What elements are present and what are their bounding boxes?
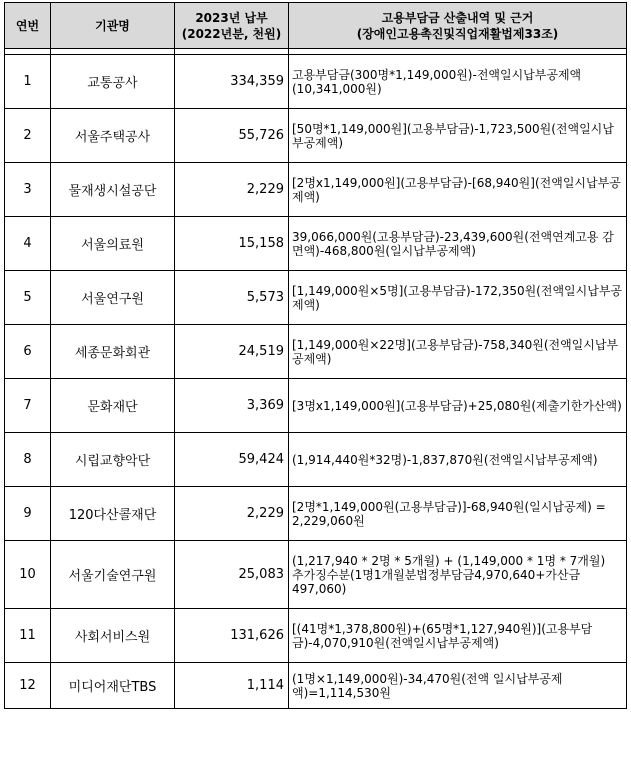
row-basis: [50명*1,149,000원](고용부담금)-1,723,500원(전액일시납부공제액) [289,109,627,163]
row-basis: [3명x1,149,000원](고용부담금)+25,080원(제출기한가산액) [289,379,627,433]
table-row [5,487,627,541]
header-basis [289,3,627,49]
row-basis [289,541,627,609]
row-no: 2 [5,109,51,163]
row-org: 물재생시설공단 [51,163,175,217]
row-org: 서울주택공사 [51,109,175,163]
row-org: 문화재단 [51,379,175,433]
header-basis-line1: 고용부담금 산출내역 및 근거 [381,10,534,25]
row-no: 3 [5,163,51,217]
row-org: 사회서비스원 [51,609,175,663]
row-no: 7 [5,379,51,433]
table-header-row [5,3,627,49]
row-org: 시립교향악단 [51,433,175,487]
row-amount: 2,229 [175,163,289,217]
row-basis: [2명*1,149,000원(고용부담금)]-68,940원(일시납공제) = 2,229,060원 [289,487,627,541]
row-no: 12 [5,663,51,709]
row-basis: (1명×1,149,000원)-34,470원(전액 일시납부공제액)=1,114,530원 [289,663,627,709]
row-no: 11 [5,609,51,663]
row-org: 교통공사 [51,55,175,109]
table-row [5,663,627,709]
header-amount-line1: 2023년 납부 [195,10,268,25]
row-amount: 24,519 [175,325,289,379]
row-no: 1 [5,55,51,109]
table-row [5,271,627,325]
row-org: 서울연구원 [51,271,175,325]
row-amount: 59,424 [175,433,289,487]
row-org: 서울의료원 [51,217,175,271]
row-no: 8 [5,433,51,487]
row-no: 4 [5,217,51,271]
row-basis: 39,066,000원(고용부담금)-23,439,600원(전액연계고용 감면액)-468,800원(일시납부공제액) [289,217,627,271]
table-row [5,163,627,217]
row-amount: 55,726 [175,109,289,163]
table-row [5,379,627,433]
table-row [5,609,627,663]
row-basis-line: (1,217,940 * 2명 * 5개월) + (1,149,000 * 1명 * 7개월) [292,553,606,568]
row-basis: 고용부담금(300명*1,149,000원)-전액일시납부공제액(10,341,000원) [289,55,627,109]
row-amount: 5,573 [175,271,289,325]
row-org: 120다산콜재단 [51,487,175,541]
row-basis-line: 추가징수분(1명1개월분법정부담금4,970,640+가산금497,060) [292,567,581,596]
row-amount: 15,158 [175,217,289,271]
header-amount [175,3,289,49]
table-row [5,217,627,271]
row-basis: [1,149,000원×5명](고용부담금)-172,350원(전액일시납부공제액) [289,271,627,325]
table-row [5,55,627,109]
header-basis-line2: (장애인고용촉진및직업재활법제33조) [356,26,559,41]
table-row [5,325,627,379]
row-amount: 334,359 [175,55,289,109]
row-org: 미디어재단TBS [51,663,175,709]
table-row [5,433,627,487]
table-row [5,541,627,609]
row-org: 서울기술연구원 [51,541,175,609]
header-org: 기관명 [51,3,175,49]
row-basis: [(41명*1,378,800원)+(65명*1,127,940원)](고용부담금)-4,070,910원(전액일시납부공제액) [289,609,627,663]
row-no: 9 [5,487,51,541]
row-amount: 25,083 [175,541,289,609]
row-basis: [1,149,000원×22명](고용부담금)-758,340원(전액일시납부공제액) [289,325,627,379]
row-no: 6 [5,325,51,379]
row-amount: 131,626 [175,609,289,663]
header-no: 연번 [5,3,51,49]
row-org: 세종문화회관 [51,325,175,379]
table-row [5,109,627,163]
row-basis: (1,914,440원*32명)-1,837,870원(전액일시납부공제액) [289,433,627,487]
row-basis: [2명x1,149,000원](고용부담금)-[68,940원](전액일시납부공제액) [289,163,627,217]
row-amount: 2,229 [175,487,289,541]
row-amount: 1,114 [175,663,289,709]
row-no: 10 [5,541,51,609]
header-amount-line2: (2022년분, 천원) [181,26,282,41]
row-no: 5 [5,271,51,325]
payment-table [4,2,627,709]
row-amount: 3,369 [175,379,289,433]
